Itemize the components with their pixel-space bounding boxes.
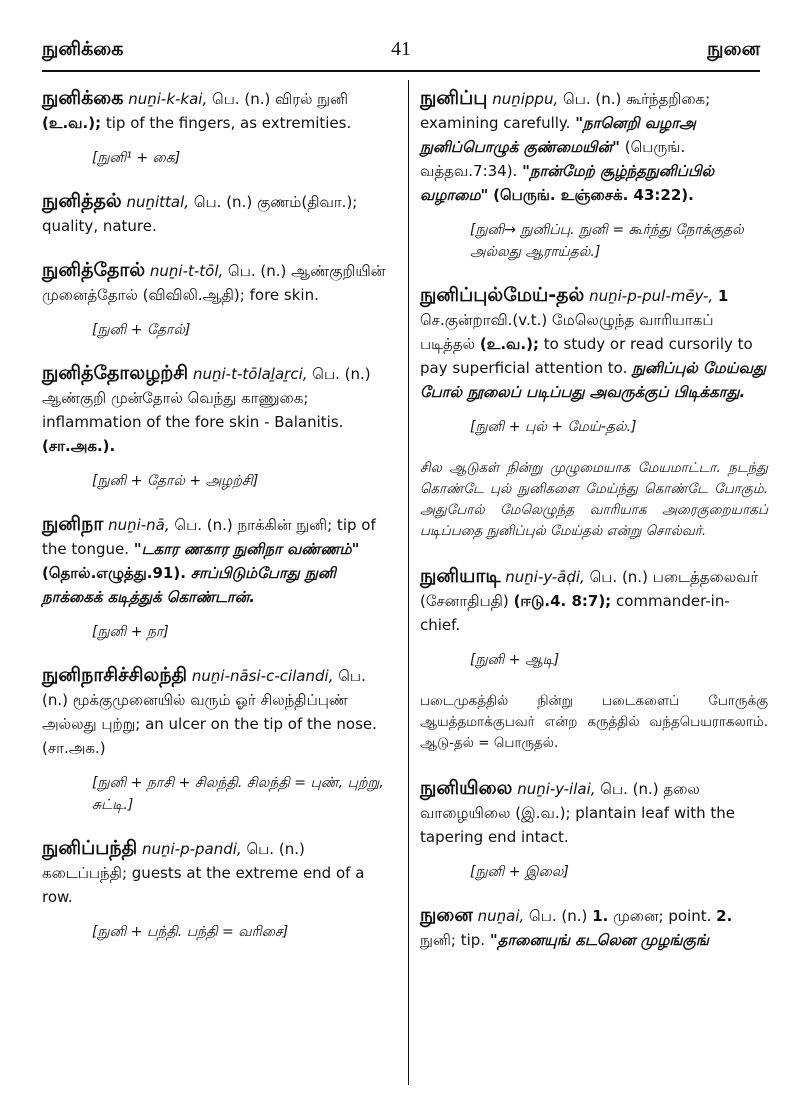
dictionary-entry (42, 663, 394, 816)
entry-definition (420, 564, 768, 637)
headword: நுனியிலை (420, 777, 513, 799)
source-citation: (உ.வ.); (42, 114, 102, 132)
dictionary-entry (420, 903, 768, 952)
entry-definition (42, 189, 394, 238)
headword: நுனியாடி (420, 565, 501, 587)
usage-example: நுனிப்புல் மேய்வது போல் நூலைப் படிப்பது அவருக்குப் பிடிக்காது. (420, 359, 766, 401)
transliteration: nuṉi-nāsi-c-cilandi, (191, 667, 334, 685)
etymology: [நுனி + தோல் + அழற்சி] (92, 473, 259, 489)
headword: நுனிக்கை (42, 87, 124, 109)
dictionary-entry (42, 189, 394, 238)
header-left-word: நுனிக்கை (42, 38, 124, 60)
etymology: [நுனி→ நுனிப்பு. நுனி = கூர்ந்து நோக்குதல் அல்லது ஆராய்தல்.] (470, 222, 744, 260)
explanatory-note: படைமுகத்தில் நின்று படைகளைப் போருக்கு ஆயத்தமாக்குபவர் என்ற கருத்தில் வந்தபெயராகலாம். ஆடு-தல் = பொருதல். (420, 693, 768, 751)
headword: நுனை (420, 904, 473, 926)
headword: நுனிநா (42, 513, 104, 535)
headword: நுனிநாசிச்சிலந்தி (42, 664, 188, 686)
source-citation: (பெருங். உஞ்சைக். 43:22). (493, 186, 694, 204)
explanatory-note: சில ஆடுகள் நின்று முழுமையாக மேயமாட்டா. நடந்து கொண்டே புல் நுனிகளை மேய்ந்து கொண்டே போகும். அதுபோல் மேலெழுந்த வாரியாக அரைகுறையாகப் படிப்பதை நுனிப்புல் மேய்தல் என்று சொல்வர். (420, 460, 768, 539)
quotation: "நான்மேற் சூழ்ந்தநுனிப்பில் வழாமை" (420, 162, 715, 204)
transliteration: nuṉi-y-ilai, (517, 780, 596, 798)
source-citation: (ஈடு.4. 8:7); (513, 592, 612, 610)
transliteration: nuṉi-p-pandi, (141, 840, 242, 858)
column-divider (408, 80, 409, 1085)
definition-text: to study or read cursorily to pay superficial attention to. (420, 335, 753, 377)
dictionary-entry (420, 283, 768, 438)
page-number: 41 (391, 38, 411, 60)
definition-text: பெ. (n.) (529, 907, 588, 925)
etymology: [நுனி + புல் + மேய்-தல்.] (470, 419, 637, 435)
entry-definition (420, 283, 768, 404)
etymology: [நுனி + பந்தி. பந்தி = வரிசை] (92, 924, 289, 940)
quotation: "நானெறி வழாஅ நுனிப்பொழுக் குண்மையின்" (420, 114, 696, 156)
entry-definition (420, 86, 768, 207)
transliteration: nuṉippu, (492, 90, 559, 108)
sense-number: 1 (717, 287, 729, 305)
definition-text: செ.குன்றாவி.(v.t.) மேலெழுந்த வாரியாகப் படித்தல் (420, 311, 714, 353)
source-citation: (பெருங். வத்தவ.7:34). (420, 138, 686, 180)
transliteration: nuṉittal, (126, 193, 190, 211)
headword: நுனித்தோல் (42, 259, 146, 281)
usage-example: சாப்பிடும்போது நுனி நாக்கைக் கடித்துக் கொண்டான். (42, 564, 336, 606)
definition-text: பெ. (n.) ஆண்குறி முன்தோல் வெந்து காணுகை; inflammation of the fore skin - Balanitis. (42, 365, 371, 431)
transliteration: nuṉi-y-āḍi, (505, 568, 585, 586)
quotation: "தானையுங் கடலென முழங்குங் (489, 931, 709, 949)
definition-text: நுனி; tip. (420, 931, 486, 949)
dictionary-entry (420, 86, 768, 263)
definition-text: commander-in-chief. (420, 592, 730, 634)
dictionary-entry (42, 361, 394, 492)
definition-text: பெ. (n.) கடைப்பந்தி; guests at the extreme end of a row. (42, 840, 365, 906)
headword: நுனித்தோலழற்சி (42, 362, 189, 384)
etymology: [நுனி + தோல்] (92, 322, 191, 338)
definition-text: tip of the fingers, as extremities. (105, 114, 352, 132)
header-rule (42, 70, 760, 72)
etymology: [நுனி + ஆடி] (470, 652, 560, 668)
dictionary-entry (420, 564, 768, 671)
entry-definition (42, 258, 394, 307)
definition-text: பெ. (n.) மூக்குமுனையில் வரும் ஓர் சிலந்திப்புண் அல்லது புற்று; an ulcer on the tip of the nose. (சா.அக.) (42, 667, 377, 757)
transliteration: nuṉi-p-pul-mēy-, (589, 287, 714, 305)
source-citation: (உ.வ.); (479, 335, 539, 353)
entry-definition (42, 663, 394, 760)
etymology: [நுனி + நாசி + சிலந்தி. சிலந்தி = புண், புற்று, சுட்டி.] (92, 775, 384, 813)
entry-definition (42, 836, 394, 909)
dictionary-entry (42, 512, 394, 643)
dictionary-entry (420, 776, 768, 883)
transliteration: nuṉi-nā, (108, 516, 170, 534)
definition-text: முனை; point. (613, 907, 712, 925)
transliteration: nuṉi-t-tōl, (149, 262, 224, 280)
page-header (42, 38, 760, 74)
sense-number: 1. (592, 907, 609, 925)
headword: நுனிப்புல்மேய்-தல் (420, 284, 585, 306)
definition-text: பெ. (n.) ஆண்குறியின் முனைத்தோல் (விவிலி.ஆதி); fore skin. (42, 262, 386, 304)
dictionary-entry (42, 836, 394, 943)
left-column (42, 86, 394, 963)
header-right-word: நுனை (707, 38, 760, 60)
entry-definition (420, 776, 768, 849)
entry-definition (42, 361, 394, 458)
headword: நுனித்தல் (42, 190, 122, 212)
etymology: [நுனி¹ + கை] (92, 150, 181, 166)
entry-definition (42, 86, 394, 135)
entry-definition (42, 512, 394, 609)
right-column (420, 86, 768, 972)
definition-text: பெ. (n.) விரல் நுனி (212, 90, 349, 108)
transliteration: nuṉi-t-tōlaḻaṟci, (192, 365, 308, 383)
definition-text: பெ. (n.) படைத்தலைவர் (சேனாதிபதி) (420, 568, 759, 610)
definition-text: பெ. (n.) நாக்கின் நுனி; tip of the tongue. (42, 516, 376, 558)
dictionary-entry (42, 258, 394, 341)
definition-text: பெ. (n.) கூர்ந்தறிகை; examining carefully. (420, 90, 711, 132)
headword: நுனிப்பந்தி (42, 837, 138, 859)
entry-definition (420, 903, 768, 952)
etymology: [நுனி + இலை] (470, 864, 569, 880)
source-citation: (தொல்.எழுத்து.91). (42, 564, 186, 582)
quotation: "டகார ணகார நுனிநா வண்ணம்" (133, 540, 360, 558)
headword: நுனிப்பு (420, 87, 488, 109)
transliteration: nuṉai, (477, 907, 525, 925)
dictionary-entry (42, 86, 394, 169)
definition-text: பெ. (n.) தலை வாழையிலை (இ.வ.); plantain leaf with the tapering end intact. (420, 780, 736, 846)
etymology: [நுனி + நா] (92, 624, 169, 640)
definition-text: பெ. (n.) குணம்(திவா.); quality, nature. (42, 193, 358, 235)
transliteration: nuṉi-k-kai, (128, 90, 208, 108)
sense-number: 2. (716, 907, 733, 925)
source-citation: (சா.அக.). (42, 437, 116, 455)
